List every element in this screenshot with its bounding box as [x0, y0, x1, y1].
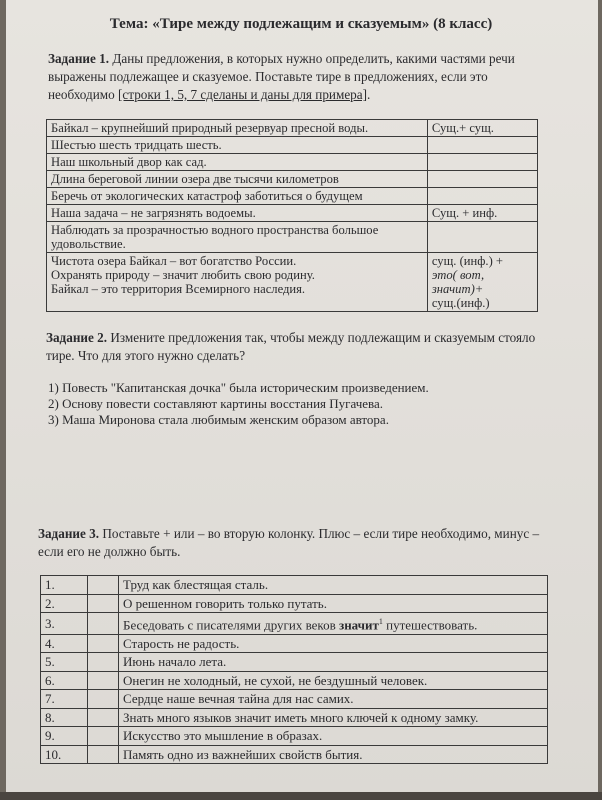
- sentence-line: Чистота озера Байкал – вот богатство России.: [51, 254, 297, 268]
- mark-cell: [88, 745, 119, 764]
- sentence-cell: Искусство это мышление в образах.: [119, 727, 548, 746]
- mark-cell: [88, 671, 119, 690]
- answer-cell: Сущ.+ сущ.: [427, 120, 537, 137]
- sentence-cell: Сердце наше вечная тайна для нас самих.: [119, 690, 548, 709]
- list-item: 2) Основу повести составляют картины восстания Пугачева.: [48, 396, 384, 411]
- answer-line: сущ.(инф.): [431, 296, 490, 310]
- table-row: [41, 727, 548, 746]
- sentence-cell: Длина береговой линии озера две тысячи километров: [47, 171, 428, 188]
- sentence-cell: О решенном говорить только путать.: [119, 594, 548, 613]
- sentence-cell: Труд как блестящая сталь.: [119, 576, 548, 595]
- table-row: [47, 137, 538, 154]
- answer-cell: [427, 171, 537, 188]
- sentence-cell: [47, 253, 428, 312]
- mark-cell: [88, 653, 119, 672]
- row-number: 5.: [41, 653, 88, 672]
- row-number: 10.: [41, 745, 88, 764]
- task2-list: [48, 380, 429, 428]
- sentence-cell: Память одно из важнейших свойств бытия.: [119, 745, 548, 764]
- table-row: [47, 171, 538, 188]
- sentence-line: Байкал – это территория Всемирного наследия.: [51, 282, 306, 296]
- sentence-cell: Онегин не холодный, не сухой, не бездушный человек.: [119, 671, 548, 690]
- task1-table: [46, 119, 538, 312]
- row-number: 6.: [41, 671, 88, 690]
- sentence-cell: Наша задача – не загрязнять водоемы.: [47, 205, 428, 222]
- mark-cell: [88, 613, 119, 635]
- table-row: [47, 253, 538, 312]
- sentence-cell: Наблюдать за прозрачностью водного пространства большое удовольствие.: [47, 222, 428, 253]
- sentence-part: путешествовать.: [382, 617, 478, 633]
- answer-cell: [427, 137, 537, 154]
- mark-cell: [88, 708, 119, 727]
- sentence-cell: Беречь от экологических катастроф заботиться о будущем: [47, 188, 428, 205]
- sentence-cell: Шестью шесть тридцать шесть.: [47, 137, 428, 154]
- table-row: [41, 690, 548, 709]
- answer-cell: [427, 154, 537, 171]
- answer-cell: [427, 222, 537, 253]
- sentence-cell: Июнь начало лета.: [119, 653, 548, 672]
- task1-text: Даны предложения, в которых нужно определить, какими частями речи выражены подлежащее и сказуемое. Поставьте тире в предложениях, если это необходимо: [48, 51, 515, 102]
- sentence-cell: Старость не радость.: [119, 634, 548, 653]
- sentence-keyword: значит: [338, 617, 379, 633]
- row-number: 1.: [41, 576, 88, 595]
- table-row: [47, 222, 538, 253]
- task2-text: Измените предложения так, чтобы между подлежащим и сказуемым стояло тире. Что для этого нужно сделать?: [46, 330, 536, 363]
- row-number: 9.: [41, 727, 88, 746]
- answer-cell: Сущ. + инф.: [427, 205, 537, 222]
- sentence-cell: Байкал – крупнейший природный резервуар пресной воды.: [47, 120, 428, 137]
- sentence-cell: Знать много языков значит иметь много ключей к одному замку.: [119, 708, 548, 727]
- table-row: [41, 708, 548, 727]
- desk-edge: [0, 792, 602, 800]
- answer-line: это( вот, значит)+: [431, 268, 485, 296]
- mark-cell: [88, 690, 119, 709]
- table-row: [41, 576, 548, 595]
- row-number: 4.: [41, 634, 88, 653]
- list-item: 3) Маша Миронова стала любимым женским образом автора.: [48, 412, 389, 427]
- task3-instructions: [38, 525, 558, 561]
- task1-instructions: [48, 50, 554, 104]
- table-row: [47, 205, 538, 222]
- page-title: Тема: «Тире между подлежащим и сказуемым» (8 класс): [109, 16, 493, 32]
- footnote-mark: 1: [378, 617, 383, 626]
- mark-cell: [88, 576, 119, 595]
- mark-cell: [88, 594, 119, 613]
- answer-cell: [427, 253, 537, 312]
- task1-label: Задание 1.: [48, 51, 110, 66]
- sentence-cell: Наш школьный двор как сад.: [47, 154, 428, 171]
- table-row: [47, 154, 538, 171]
- table-row: [41, 745, 548, 764]
- sentence-part: Беседовать с писателями других веков: [123, 617, 339, 633]
- table-row: [41, 671, 548, 690]
- task1-end: .: [367, 87, 371, 102]
- sentence-cell: [119, 613, 548, 635]
- task3-table: [40, 575, 548, 764]
- list-item: 1) Повесть "Капитанская дочка" была историческим произведением.: [48, 380, 429, 395]
- task3-text: Поставьте + или – во вторую колонку. Плюс – если тире необходимо, минус – если его не должно быть.: [38, 526, 540, 559]
- mark-cell: [88, 634, 119, 653]
- table-row: [41, 594, 548, 613]
- mark-cell: [88, 727, 119, 746]
- task2-instructions: [46, 329, 556, 365]
- table-row: [41, 613, 548, 635]
- row-number: 2.: [41, 594, 88, 613]
- row-number: 3.: [41, 613, 88, 635]
- table-row: [41, 653, 548, 672]
- table-row: [47, 120, 538, 137]
- task1-note: [строки 1, 5, 7 сделаны и даны для примера]: [118, 87, 368, 102]
- table-row: [47, 188, 538, 205]
- answer-cell: [427, 188, 537, 205]
- answer-line: сущ. (инф.) +: [431, 254, 504, 268]
- task2-label: Задание 2.: [46, 330, 108, 345]
- row-number: 8.: [41, 708, 88, 727]
- task3-label: Задание 3.: [38, 526, 100, 541]
- sentence-line: Охранять природу – значит любить свою родину.: [51, 268, 315, 282]
- row-number: 7.: [41, 690, 88, 709]
- table-row: [41, 634, 548, 653]
